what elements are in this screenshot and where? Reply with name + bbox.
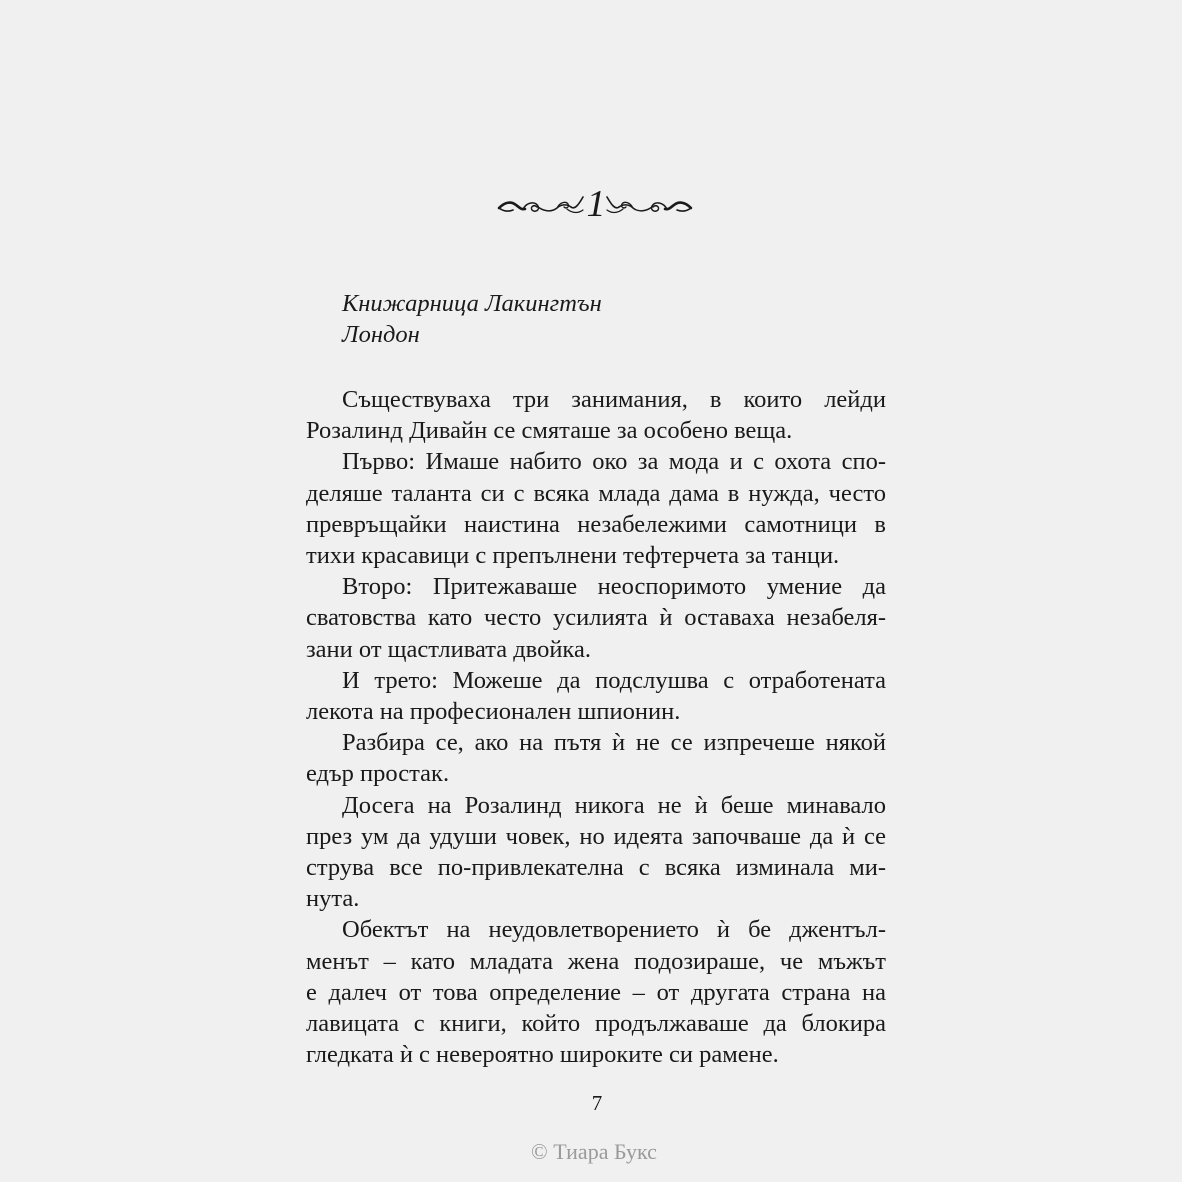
text-line: Второ: Притежаваше неоспоримото умение да [342,573,886,601]
text-line: едър простак. [306,760,450,788]
text-line: Първо: Имаше набито око за мода и с охота спо- [342,448,886,476]
text-line: деляше таланта си с всяка млада дама в нужда, често [306,479,886,507]
left-flourish-icon [497,192,587,222]
chapter-heading [0,178,1182,238]
text-line: зани от щастливата двойка. [306,635,591,663]
text-line: тихи красавици с препълнени тефтерчета за танци. [306,542,840,570]
copyright-watermark: © Тиара Букс [531,1139,657,1164]
text-line: лавицата с книги, който продължаваше да блокира [306,1010,886,1038]
text-line: Съществуваха три занимания, в които лейди [342,386,886,413]
paragraph [306,665,886,727]
text-line: Разбира се, ако на пътя ѝ не се изпречеше някой [342,729,886,757]
paragraph [306,727,886,789]
paragraph [306,384,886,446]
paragraph [306,790,886,915]
text-line: гледката ѝ с невероятно широките си рамене. [306,1041,779,1069]
page-number: 7 [591,1091,603,1115]
text-line: през ум да удуши човек, но идеята започваше да ѝ се [306,822,886,850]
right-flourish-icon [603,192,693,222]
paragraph [306,914,886,1070]
paragraph [306,446,886,571]
text-line: сватовства като често усилията ѝ оставаха незабеля- [306,604,886,632]
text-line: Обектът на неудовлетворението ѝ бе джентъл- [342,916,886,944]
text-line: лекота на професионален шпионин. [306,698,681,726]
location-heading [342,288,602,350]
text-line: менът – като младата жена подозираше, че мъжът [306,947,886,975]
text-line: струва все по-привлекателна с всяка изминала ми- [306,854,886,882]
text-line: И трето: Можеше да подслушва с отработената [342,666,886,694]
text-line: превръщайки наистина незабележими самотници в [306,510,886,538]
text-line: е далеч от това определение – от другата страна на [306,978,886,1006]
location-city: Лондон [342,321,420,348]
location-place: Книжарница Лакингтън [342,290,602,317]
text-line: Розалинд Дивайн се смяташе за особено веща. [306,417,793,445]
chapter-number: 1 [586,183,606,225]
text-line: нута. [306,885,360,913]
paragraph [306,571,886,665]
text-line: Досега на Розалинд никога не ѝ беше минавало [342,791,886,819]
chapter-body-text [306,384,886,1070]
